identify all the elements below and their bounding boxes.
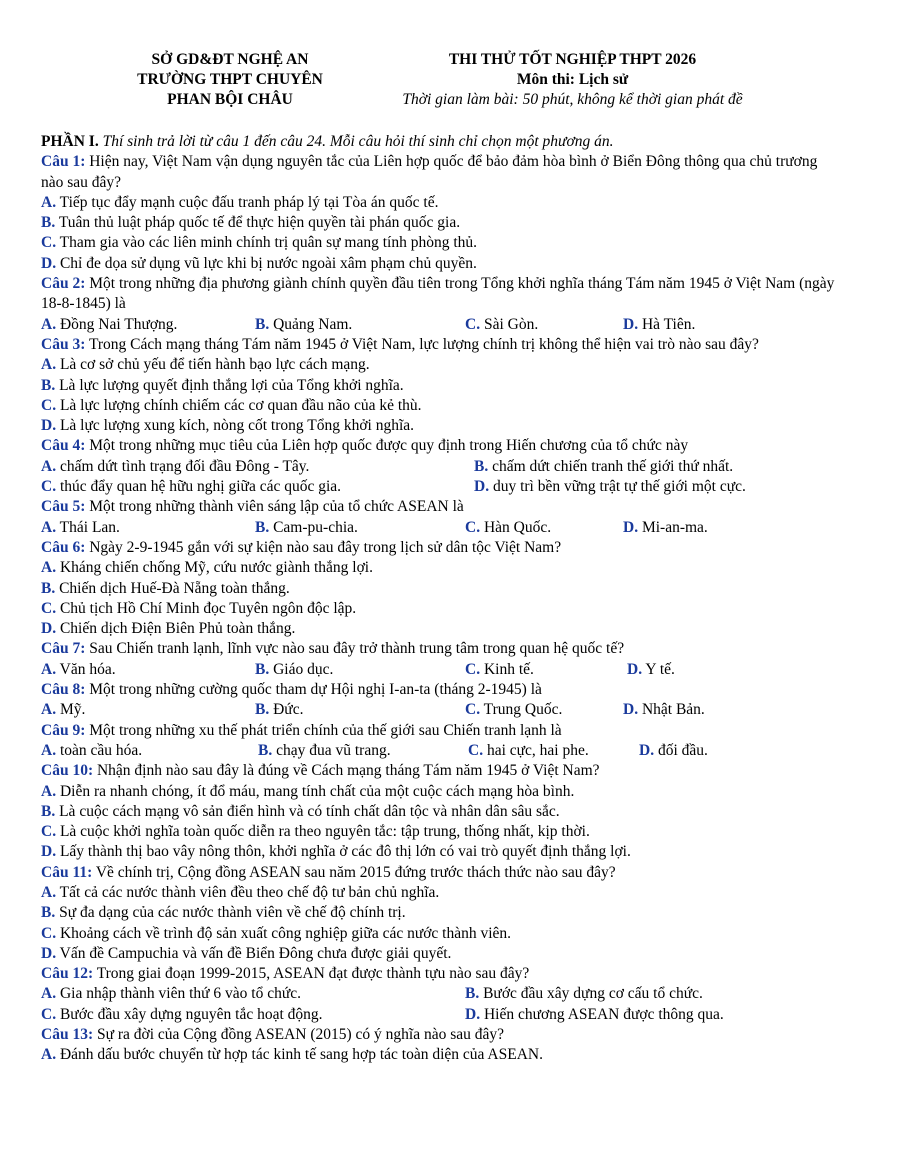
option-text: Sài Gòn. [480,315,539,333]
option-row [41,944,861,964]
option-text: Hiến chương ASEAN được thông qua. [480,1005,724,1023]
option-text: Tham gia vào các liên minh chính trị quân sự mang tính phòng thủ. [56,234,478,252]
option-text: hai cực, hai phe. [483,741,589,759]
option-b [255,660,333,680]
exam-time: Thời gian làm bài: 50 phút, không kể thời gian phát đề [402,91,743,108]
question-text: Một trong những xu thế phát triển chính của thế giới sau Chiến tranh lạnh là [85,721,562,739]
option-row [41,619,861,639]
option-row-4col [41,315,861,335]
option-text: Đánh dấu bước chuyển từ hợp tác kinh tế sang hợp tác toàn diện của ASEAN. [56,1046,543,1064]
question-number: Câu 11: [41,863,93,881]
exam-title: THI THỬ TỐT NGHIỆP THPT 2026 [448,51,697,68]
part-label: PHẦN I. [41,133,99,150]
option-row-4col [41,518,861,538]
option-text: Tiếp tục đẩy mạnh cuộc đấu tranh pháp lý tại Tòa án quốc tế. [56,193,439,211]
option-letter: C. [41,823,57,841]
option-text: Y tế. [642,660,675,678]
question-stem [41,721,861,741]
question-stem [41,538,861,558]
option-b [474,457,733,477]
option-c [41,1005,323,1025]
option-text: chấm dứt chiến tranh thế giới thứ nhất. [488,457,734,475]
question-number: Câu 5: [41,498,86,516]
question-text: Một trong những địa phương giành chính quyền đầu tiên trong Tổng khởi nghĩa tháng Tám năm 1945 ở Việt Nam (ngày 18-8-1845) là [41,275,835,313]
option-row [41,924,861,944]
option-text: Nhật Bản. [638,701,705,719]
option-letter: C. [465,518,481,536]
question-stem [41,335,836,355]
exam-subject: Môn thi: Lịch sử [516,71,629,88]
part-instruction-text: Thí sinh trả lời từ câu 1 đến câu 24. Mỗi câu hỏi thí sinh chỉ chọn một phương án. [98,133,614,150]
option-text: đối đầu. [654,741,708,759]
option-letter: C. [41,396,57,414]
option-text: Là lực lượng chính chiếm các cơ quan đầu não của kẻ thù. [56,396,422,414]
option-letter: B. [255,660,270,678]
option-row-4col [41,700,861,720]
question-number: Câu 12: [41,965,94,983]
option-letter: D. [41,843,57,861]
option-text: Chiến dịch Huế-Đà Nẵng toàn thắng. [55,579,290,597]
option-row-4col [41,660,861,680]
option-row [41,416,861,436]
option-letter: B. [258,741,273,759]
option-text: Vấn đề Campuchia và vấn đề Biển Đông chưa được giải quyết. [56,944,452,962]
option-row [41,822,861,842]
option-text: Là lực lượng quyết định thắng lợi của Tổng khởi nghĩa. [55,376,404,394]
option-a [41,457,309,477]
option-a [41,518,120,538]
option-row [41,599,861,619]
option-letter: A. [41,356,57,374]
option-letter: A. [41,518,57,536]
option-letter: A. [41,660,57,678]
question-text: Về chính trị, Cộng đồng ASEAN sau năm 2015 đứng trước thách thức nào sau đây? [92,863,616,881]
option-letter: B. [255,315,270,333]
option-letter: D. [623,518,639,536]
option-text: Là lực lượng xung kích, nòng cốt trong Tổng khởi nghĩa. [56,417,415,435]
question-number: Câu 7: [41,640,86,658]
option-row-4col [41,741,861,761]
option-text: Cam-pu-chia. [269,518,358,536]
option-text: Chủ tịch Hồ Chí Minh đọc Tuyên ngôn độc lập. [56,599,357,617]
option-letter: C. [41,234,57,252]
option-row [41,376,861,396]
question-stem [41,497,861,517]
option-letter: A. [41,315,57,333]
option-text: chạy đua vũ trang. [272,741,391,759]
option-letter: B. [474,457,489,475]
option-letter: C. [465,701,481,719]
option-text: Văn hóa. [56,660,116,678]
option-d [623,700,705,720]
option-row [41,193,861,213]
question-text: Trong Cách mạng tháng Tám năm 1945 ở Việt Nam, lực lượng chính trị không thể hiện vai trò nào sau đây? [85,335,759,353]
option-letter: B. [41,376,56,394]
option-letter: A. [41,782,57,800]
option-letter: C. [41,599,57,617]
option-letter: D. [639,741,655,759]
question-stem [41,680,861,700]
option-text: Là cơ sở chủ yếu để tiến hành bạo lực cách mạng. [56,356,370,374]
option-letter: B. [465,985,480,1003]
school-header [100,50,360,110]
option-d [627,660,675,680]
option-row-2col [41,1005,861,1025]
question-text: Nhận định nào sau đây là đúng về Cách mạng tháng Tám năm 1945 ở Việt Nam? [93,762,600,780]
school-name-line2: PHAN BỘI CHÂU [167,91,293,108]
option-letter: A. [41,741,57,759]
question-number: Câu 3: [41,335,86,353]
question-text: Một trong những thành viên sáng lập của tổ chức ASEAN là [85,498,464,516]
option-d [623,518,708,538]
question-text: Hiện nay, Việt Nam vận dụng nguyên tắc của Liên hợp quốc để bảo đảm hòa bình ở Biển Đông thông qua chủ trương nào sau đây? [41,153,818,191]
option-letter: A. [41,883,57,901]
option-text: Chiến dịch Điện Biên Phủ toàn thắng. [56,620,296,638]
option-row-2col [41,984,861,1004]
option-row [41,1045,861,1065]
option-text: duy trì bền vững trật tự thế giới một cực. [489,478,746,496]
question-stem [41,152,836,193]
option-d [639,741,708,761]
option-letter: C. [41,1005,57,1023]
option-text: Đức. [269,701,304,719]
option-c [465,700,562,720]
option-text: Đồng Nai Thượng. [56,315,178,333]
question-text: Trong giai đoạn 1999-2015, ASEAN đạt được thành tựu nào sau đây? [93,965,530,983]
option-letter: D. [41,254,57,272]
option-text: Mỹ. [56,701,86,719]
option-letter: A. [41,559,57,577]
option-letter: A. [41,193,57,211]
question-text: Sự ra đời của Cộng đồng ASEAN (2015) có ý nghĩa nào sau đây? [93,1026,505,1044]
school-name-line1: TRƯỜNG THPT CHUYÊN [137,71,323,88]
option-text: Mi-an-ma. [638,518,708,536]
option-row [41,883,861,903]
option-a [41,984,301,1004]
option-c [465,660,534,680]
option-row [41,579,861,599]
option-letter: B. [41,579,56,597]
option-row [41,213,861,233]
exam-header [355,50,790,110]
option-d [465,1005,724,1025]
option-c [465,315,538,335]
option-text: Hàn Quốc. [480,518,552,536]
option-letter: C. [41,924,57,942]
question-number: Câu 2: [41,275,86,293]
question-stem [41,863,861,883]
option-text: Chỉ đe dọa sử dụng vũ lực khi bị nước ngoài xâm phạm chủ quyền. [56,254,477,272]
option-letter: B. [255,518,270,536]
option-row [41,396,861,416]
option-letter: A. [41,701,57,719]
option-letter: D. [41,620,57,638]
option-d [474,477,746,497]
question-number: Câu 9: [41,721,86,739]
option-letter: D. [623,315,639,333]
option-text: Lấy thành thị bao vây nông thôn, khởi nghĩa ở các đô thị lớn có vai trò quyết định thắng lợi. [56,843,631,861]
option-text: Là cuộc cách mạng vô sản điển hình và có tính chất dân tộc và nhân dân sâu sắc. [55,802,560,820]
option-a [41,700,85,720]
option-text: Gia nhập thành viên thứ 6 vào tổ chức. [56,985,302,1003]
option-letter: B. [41,214,56,232]
question-number: Câu 4: [41,437,86,455]
option-row [41,254,861,274]
option-letter: D. [627,660,643,678]
option-letter: A. [41,985,57,1003]
option-text: thúc đẩy quan hệ hữu nghị giữa các quốc gia. [56,478,342,496]
option-text: Tuân thủ luật pháp quốc tế để thực hiện quyền tài phán quốc gia. [55,214,461,232]
question-stem [41,1025,861,1045]
option-d [623,315,695,335]
option-row-2col [41,477,861,497]
option-b [255,700,303,720]
question-text: Một trong những mục tiêu của Liên hợp quốc được quy định trong Hiến chương của tổ chức này [85,437,689,455]
exam-content [41,132,861,1066]
option-text: Khoảng cách về trình độ sản xuất công nghiệp giữa các nước thành viên. [56,924,512,942]
option-text: Bước đầu xây dựng nguyên tắc hoạt động. [56,1005,323,1023]
option-a [41,660,116,680]
option-letter: C. [465,315,481,333]
option-letter: C. [41,478,57,496]
option-row [41,903,861,923]
option-letter: B. [41,802,56,820]
option-text: Kinh tế. [480,660,534,678]
option-row [41,355,861,375]
option-text: Hà Tiên. [638,315,696,333]
option-c [41,477,341,497]
option-b [258,741,391,761]
option-letter: D. [623,701,639,719]
option-text: Tất cả các nước thành viên đều theo chế độ tư bản chủ nghĩa. [56,883,440,901]
option-c [465,518,551,538]
option-text: Là cuộc khởi nghĩa toàn quốc diễn ra theo nguyên tắc: tập trung, thống nhất, kịp thời. [56,823,590,841]
question-number: Câu 8: [41,681,86,699]
question-stem [41,761,861,781]
part-instruction [41,132,861,152]
option-letter: B. [41,904,56,922]
question-stem [41,964,861,984]
question-stem [41,639,861,659]
option-a [41,315,177,335]
option-letter: A. [41,1046,57,1064]
option-row-2col [41,457,861,477]
option-letter: D. [474,478,490,496]
question-text: Ngày 2-9-1945 gắn với sự kiện nào sau đây trong lịch sử dân tộc Việt Nam? [85,538,562,556]
question-stem [41,274,841,315]
option-b [465,984,703,1004]
option-text: Bước đầu xây dựng cơ cấu tổ chức. [479,985,703,1003]
question-number: Câu 6: [41,538,86,556]
option-row [41,802,861,822]
question-text: Một trong những cường quốc tham dự Hội nghị I-an-ta (tháng 2-1945) là [85,681,542,699]
option-text: toàn cầu hóa. [56,741,143,759]
question-number: Câu 13: [41,1026,94,1044]
option-letter: A. [41,457,57,475]
option-text: Trung Quốc. [480,701,563,719]
option-b [255,315,352,335]
option-row [41,558,861,578]
option-letter: D. [41,944,57,962]
option-text: Diễn ra nhanh chóng, ít đổ máu, mang tính chất của một cuộc cách mạng hòa bình. [56,782,575,800]
department-name: SỞ GD&ĐT NGHỆ AN [151,51,309,68]
option-text: chấm dứt tình trạng đối đầu Đông - Tây. [56,457,310,475]
option-text: Quảng Nam. [269,315,353,333]
option-c [468,741,589,761]
option-b [255,518,358,538]
option-text: Sự đa dạng của các nước thành viên về chế độ chính trị. [55,904,406,922]
option-row [41,233,861,253]
option-text: Giáo dục. [269,660,334,678]
question-text: Sau Chiến tranh lạnh, lĩnh vực nào sau đây trở thành trung tâm trong quan hệ quốc tế? [85,640,625,658]
option-text: Thái Lan. [56,518,120,536]
option-letter: D. [465,1005,481,1023]
option-row [41,842,861,862]
option-letter: C. [468,741,484,759]
question-number: Câu 10: [41,762,94,780]
question-stem [41,436,861,456]
option-letter: B. [255,701,270,719]
option-a [41,741,142,761]
question-number: Câu 1: [41,153,86,171]
option-row [41,782,861,802]
option-letter: C. [465,660,481,678]
option-letter: D. [41,417,57,435]
option-text: Kháng chiến chống Mỹ, cứu nước giành thắng lợi. [56,559,373,577]
